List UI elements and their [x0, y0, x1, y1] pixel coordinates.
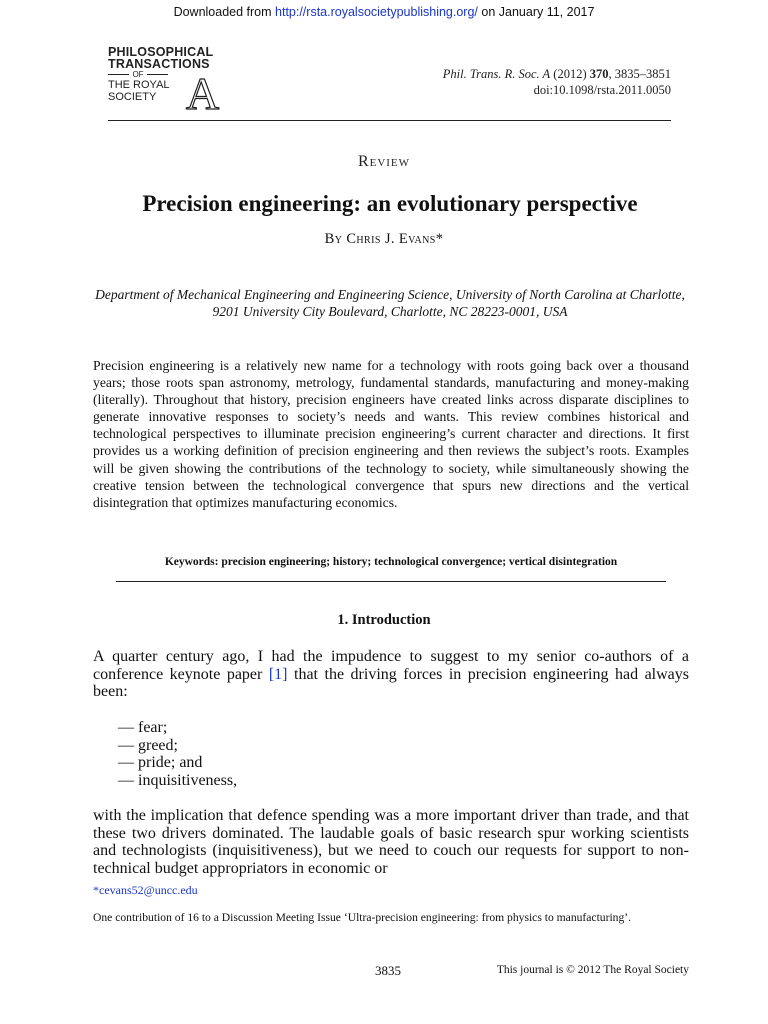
intro-text-after: that the driving forces in precision engineering had always been: [93, 665, 689, 700]
author-affiliation: Department of Mechanical Engineering and Engineering Science, University of North Carolina at Charlotte, 9201 University City Boulevard, Charlotte, NC 28223-0001, USA [95, 287, 685, 319]
list-item: — inquisitiveness, [118, 771, 238, 789]
banner-link[interactable]: http://rsta.royalsocietypublishing.org/ [275, 5, 478, 19]
footnote-contribution: One contribution of 16 to a Discussion Meeting Issue ‘Ultra-precision engineering: from physics to manufacturing’. [93, 911, 632, 924]
citation-line [443, 66, 671, 82]
logo-of-text: OF [132, 70, 144, 79]
logo-of [108, 70, 168, 79]
driver-list [118, 719, 237, 789]
banner-suffix: on January 11, 2017 [477, 5, 595, 19]
citation-pages: , 3835–3851 [608, 67, 671, 81]
logo-line-3: THE ROYAL [108, 79, 170, 91]
download-banner [0, 5, 768, 19]
article-title: Precision engineering: an evolutionary perspective [142, 191, 638, 216]
citation [443, 66, 671, 98]
logo-letter-a: A [186, 68, 220, 119]
list-item: — pride; and [118, 754, 203, 771]
logo-line-2: TRANSACTIONS [108, 57, 210, 71]
citation-doi: doi:10.1098/rsta.2011.0050 [533, 83, 671, 97]
keywords: Keywords: precision engineering; history; technological convergence; vertical disintegration [164, 556, 618, 568]
journal-name: Phil. Trans. R. Soc. A [442, 67, 551, 81]
footnote-email[interactable]: *cevans52@uncc.edu [93, 883, 198, 897]
logo-line-1: PHILOSOPHICAL [108, 45, 214, 59]
list-item: — greed; [118, 736, 178, 754]
citation-volume: 370 [589, 67, 609, 81]
citation-year: (2012) [550, 67, 590, 81]
list-item: — fear; [118, 719, 168, 736]
article-type: Review [357, 153, 411, 170]
banner-prefix: Downloaded from [173, 5, 276, 19]
author-byline: By Chris J. Evans* [324, 231, 444, 247]
header-rule [108, 120, 671, 121]
page-number: 3835 [375, 963, 401, 978]
copyright-notice: This journal is © 2012 The Royal Society [496, 964, 689, 976]
keywords-rule [116, 581, 666, 582]
logo-line-4: SOCIETY [108, 91, 157, 103]
journal-logo [108, 45, 228, 119]
intro-text-before: A quarter century ago, I had the impudence to suggest to my senior co-authors of a conference keynote paper [93, 648, 689, 683]
abstract: Precision engineering is a relatively new name for a technology with roots going back over a thousand years; those roots span astronomy, metrology, fundamental standards, manufacturing and money-making (literally). Throughout that history, precision engineers have created links across disparate disciplines to generate innovative responses to society’s needs and wants. This review combines historical and technological perspectives to illuminate precision engineering’s current character and directions. It first provides us a working definition of precision engineering and then reviews the subject’s roots. Examples will be given showing the contributions of the technology to society, while simultaneously showing the creative tension between the technological convergence that spurs new directions and the vertical disintegration that optimizes manufacturing economics. [93, 358, 689, 510]
section-heading: 1. Introduction [337, 612, 431, 628]
body-paragraph: with the implication that defence spending was a more important driver than trade, and that these two drivers dominated. The laudable goals of basic research spur working scientists and technologists (inquisitiveness), but we need to couch our requests for support to non-technical budget appropriators in economic or [93, 807, 689, 877]
intro-paragraph [93, 648, 689, 701]
reference-link[interactable]: [1] [268, 665, 288, 683]
